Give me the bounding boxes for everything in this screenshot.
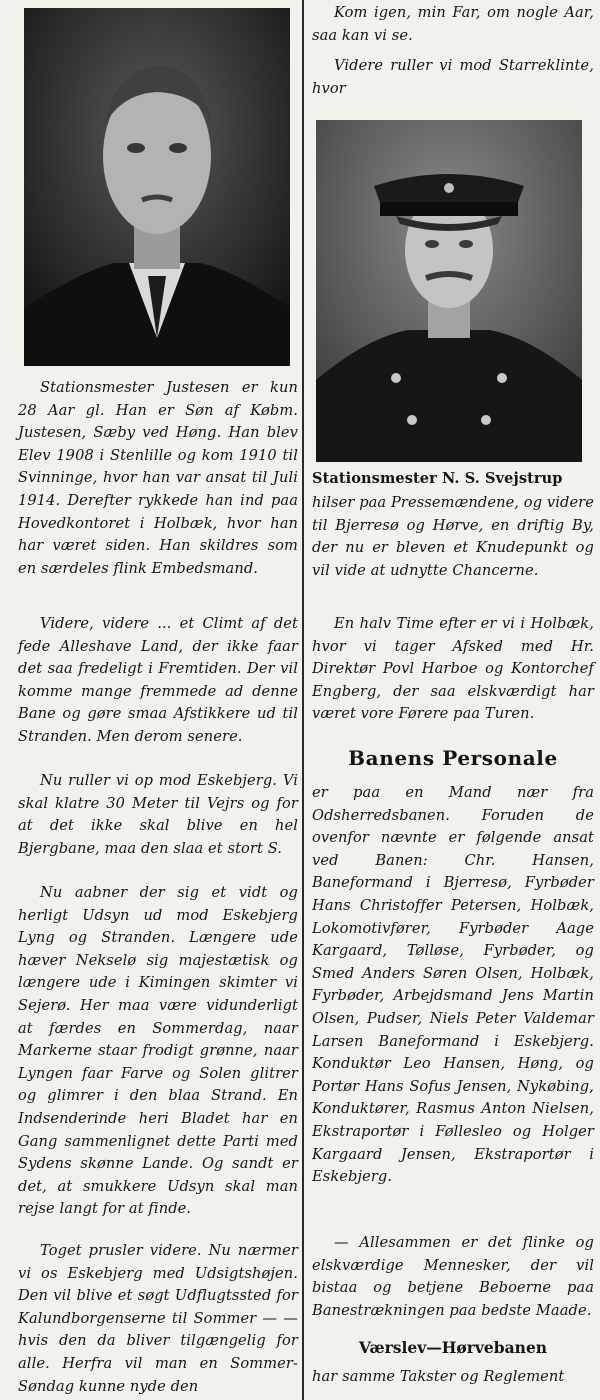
paragraph-alleshave: Videre, videre ... et Climt af det fede Alleshave Land, der ikke faar det saa fredeligt i Fremtiden. Der vil komme mange fremmede ad denne Bane og gøre smaa Afstikkere ud til Stranden. Men derom senere.: [18, 615, 298, 745]
heading-vaerslev-horvebanen: Værslev—Hørvebanen: [358, 1338, 548, 1357]
portrait-photo-svejstrup: [316, 120, 582, 462]
paragraph-takster: har samme Takster og Reglement: [312, 1368, 565, 1385]
paragraph-holbaek: En halv Time efter er vi i Holbæk, hvor vi tager Afsked med Hr. Direktør Povl Harboe og Kontorchef Engberg, der saa elskværdigt har været vore Førere paa Turen.: [312, 615, 594, 723]
caption-svejstrup-text: hilser paa Pressemændene, og videre til Bjerresø og Hørve, en driftig By, der nu er bleven et Knudepunkt og vil vide at udnytte Chancerne.: [312, 494, 594, 579]
heading-banens-personale: Banens Personale: [348, 746, 558, 770]
caption-justesen: Stationsmester Justesen er kun 28 Aar gl. Han er Søn af Købm. Justesen, Sæby ved Høng. Han blev Elev 1908 i Stenlille og kom 1910 til Svinninge, hvor han var ansat til Juli 1914. Derefter rykkede han ind paa Hovedkontoret i Holbæk, hvor han har været siden. Han skildres som en særdeles flink Embedsmand.: [18, 379, 298, 577]
column-divider: [302, 0, 304, 1400]
paragraph-eskebjerg-climb: Nu ruller vi op mod Eskebjerg. Vi skal klatre 30 Meter til Vejrs og for at det ikke skal blive en hel Bjergbane, maa den slaa et stort S.: [18, 772, 298, 857]
caption-svejstrup-name: Stationsmester N. S. Svejstrup: [312, 470, 563, 487]
paragraph-personale: er paa en Mand nær fra Odsherredsbanen. Foruden de ovenfor nævnte er følgende ansat ved Banen: Chr. Hansen, Baneformand i Bjerresø, Fyrbøder Hans Christoffer Petersen, Holbæk, Lokomotivfører, Fyrbøder Aage Kargaard, Tølløse, Fyrbøder, og Smed Anders Søren Olsen, Holbæk, Fyrbøder, Arbejdsmand Jens Martin Olsen, Pudser, Niels Peter Valdemar Larsen Baneformand i Eskebjerg. Konduktør Leo Hansen, Høng, og Portør Hans Sofus Jensen, Nykøbing, Konduktører, Rasmus Anton Nielsen, Ekstraportør i Føllesleo og Holger Kargaard Jensen, Ekstraportør i Eskebjerg.: [312, 784, 594, 1186]
paragraph-toget: Toget prusler videre. Nu nærmer vi os Eskebjerg med Udsigtshøjen. Den vil blive et søgt Udflugtssted for Kalundborgenserne til Sommer — — hvis den da bliver tilgængelig for alle. Herfra vil man en Sommer-Søndag kunne nyde den: [18, 1242, 298, 1395]
paragraph-allesammen: — Allesammen er det flinke og elskværdige Mennesker, der vil bistaa og betjene Beboerne paa Banestrækningen paa bedste Maade.: [312, 1234, 594, 1319]
paragraph-kom-igen: Kom igen, min Far, om nogle Aar, saa kan vi se.: [312, 4, 594, 44]
portrait-photo-justesen: [24, 8, 290, 366]
paragraph-udsyn: Nu aabner der sig et vidt og herligt Udsyn ud mod Eskebjerg Lyng og Stranden. Længere ude hæver Nekselø sig majestætisk og længere ude i Kimingen skimter vi Sejerø. Her maa være vidunderligt at færdes en Sommerdag, naar Markerne staar frodigt grønne, naar Lyngen faar Farve og Solen glitrer og glimrer i den blaa Strand. En Indsenderinde heri Bladet har en Gang sammenlignet dette Parti med Sydens skønne Lande. Og sandt er det, at smukkere Udsyn skal man rejse langt for at finde.: [18, 884, 298, 1218]
paragraph-starreklinte: Videre ruller vi mod Starreklinte, hvor: [312, 57, 594, 97]
